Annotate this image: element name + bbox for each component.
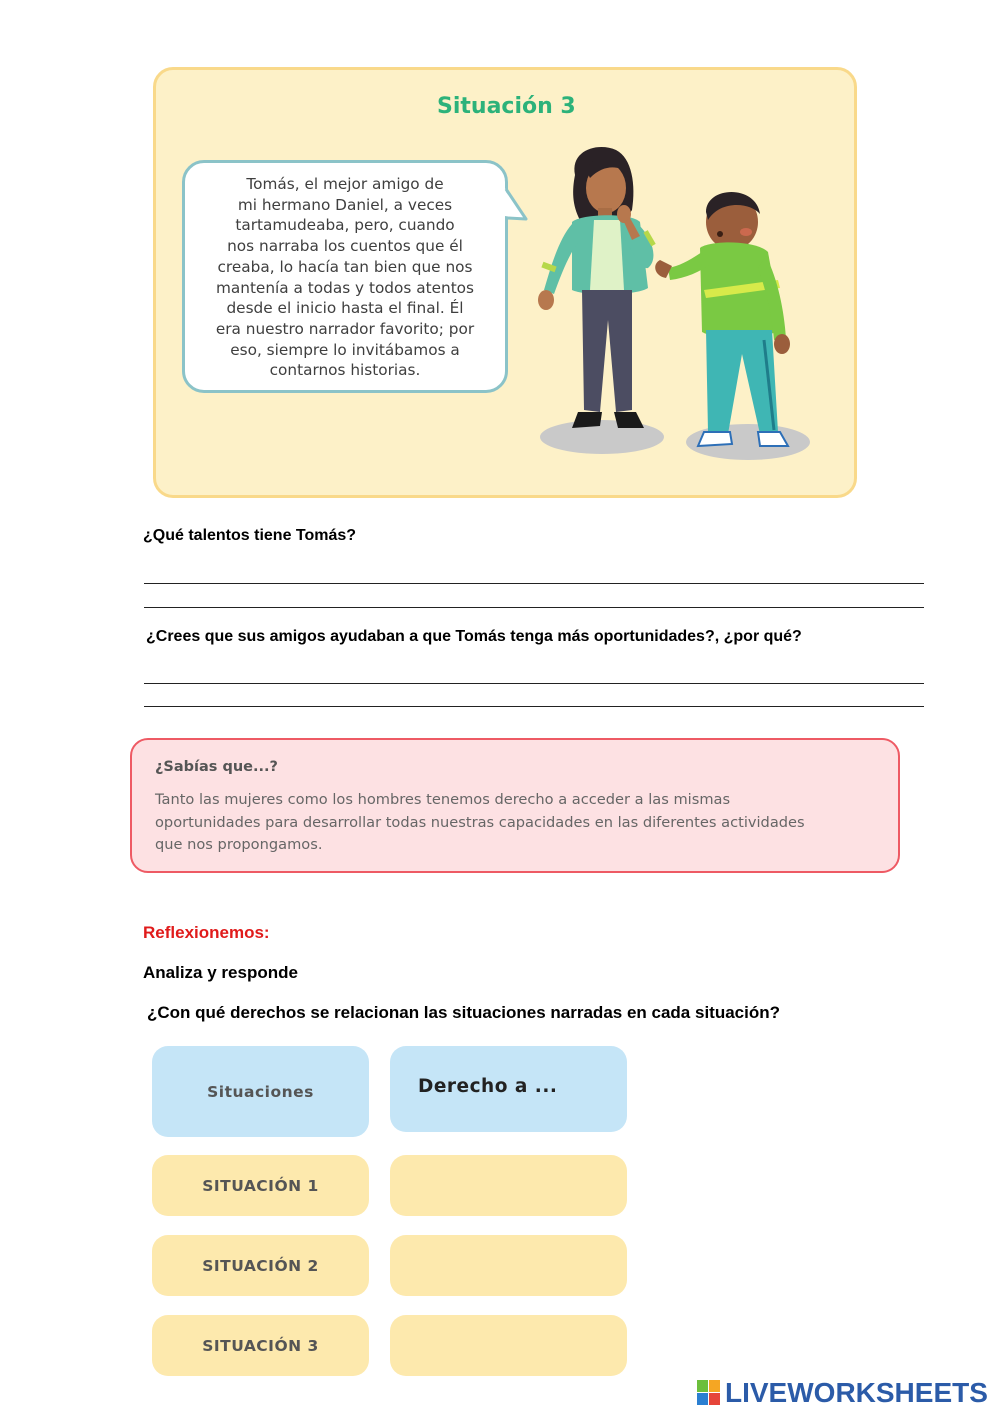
logo-mark-icon <box>697 1380 721 1406</box>
speech-line: eso, siempre lo invitábamos a <box>230 340 460 359</box>
speech-line: creaba, lo hacía tan bien que nos <box>217 257 473 276</box>
answer-cell-2[interactable] <box>390 1235 627 1296</box>
row-situacion-3 <box>152 1315 369 1376</box>
header-situaciones <box>152 1046 369 1137</box>
speech-line: Tomás, el mejor amigo de <box>246 175 444 193</box>
header-derecho <box>390 1046 627 1132</box>
row-label: SITUACIÓN 2 <box>202 1256 319 1275</box>
reflection-heading: Reflexionemos: <box>143 923 270 942</box>
info-title: ¿Sabías que...? <box>155 759 278 775</box>
liveworksheets-logo <box>697 1376 988 1410</box>
speech-text <box>196 174 494 381</box>
info-line: Tanto las mujeres como los hombres tenemos derecho a acceder a las mismas <box>155 791 731 808</box>
row-situacion-1 <box>152 1155 369 1216</box>
speech-line: desde el inicio hasta el final. Él <box>226 299 464 318</box>
answer-line[interactable] <box>144 683 924 684</box>
row-label: SITUACIÓN 3 <box>202 1336 319 1355</box>
answer-line[interactable] <box>144 706 924 707</box>
info-line: que nos propongamos. <box>155 836 323 853</box>
header-situaciones-label: Situaciones <box>207 1082 314 1101</box>
question-1: ¿Qué talentos tiene Tomás? <box>143 527 357 544</box>
woman-shadow <box>540 420 664 454</box>
situation-title: Situación 3 <box>437 94 576 119</box>
info-line: oportunidades para desarrollar todas nuestras capacidades en las diferentes actividades <box>155 813 805 831</box>
boy-figure <box>655 192 790 446</box>
row-label: SITUACIÓN 1 <box>202 1176 319 1195</box>
info-text <box>155 789 880 857</box>
people-illustration <box>520 140 830 470</box>
row-situacion-2 <box>152 1235 369 1296</box>
speech-line: nos narraba los cuentos que él <box>227 237 463 256</box>
speech-line: era nuestro narrador favorito; por <box>215 319 475 338</box>
logo-text: LIVEWORKSHEETS <box>725 1377 988 1408</box>
speech-line: mi hermano Daniel, a veces <box>237 195 453 214</box>
speech-line: mantenía a todas y todos atentos <box>215 278 475 297</box>
header-derecho-label: Derecho a ... <box>418 1076 558 1097</box>
speech-line: contarnos historias. <box>269 361 421 380</box>
reflection-instruction: Analiza y responde <box>143 963 298 982</box>
answer-line[interactable] <box>144 607 924 608</box>
answer-line[interactable] <box>144 583 924 584</box>
woman-figure <box>538 147 656 428</box>
reflection-question: ¿Con qué derechos se relacionan las situaciones narradas en cada situación? <box>147 1003 780 1022</box>
question-2: ¿Crees que sus amigos ayudaban a que Tomás tenga más oportunidades?, ¿por qué? <box>146 628 802 645</box>
speech-line: tartamudeaba, pero, cuando <box>235 216 455 235</box>
answer-cell-3[interactable] <box>390 1315 627 1376</box>
answer-cell-1[interactable] <box>390 1155 627 1216</box>
